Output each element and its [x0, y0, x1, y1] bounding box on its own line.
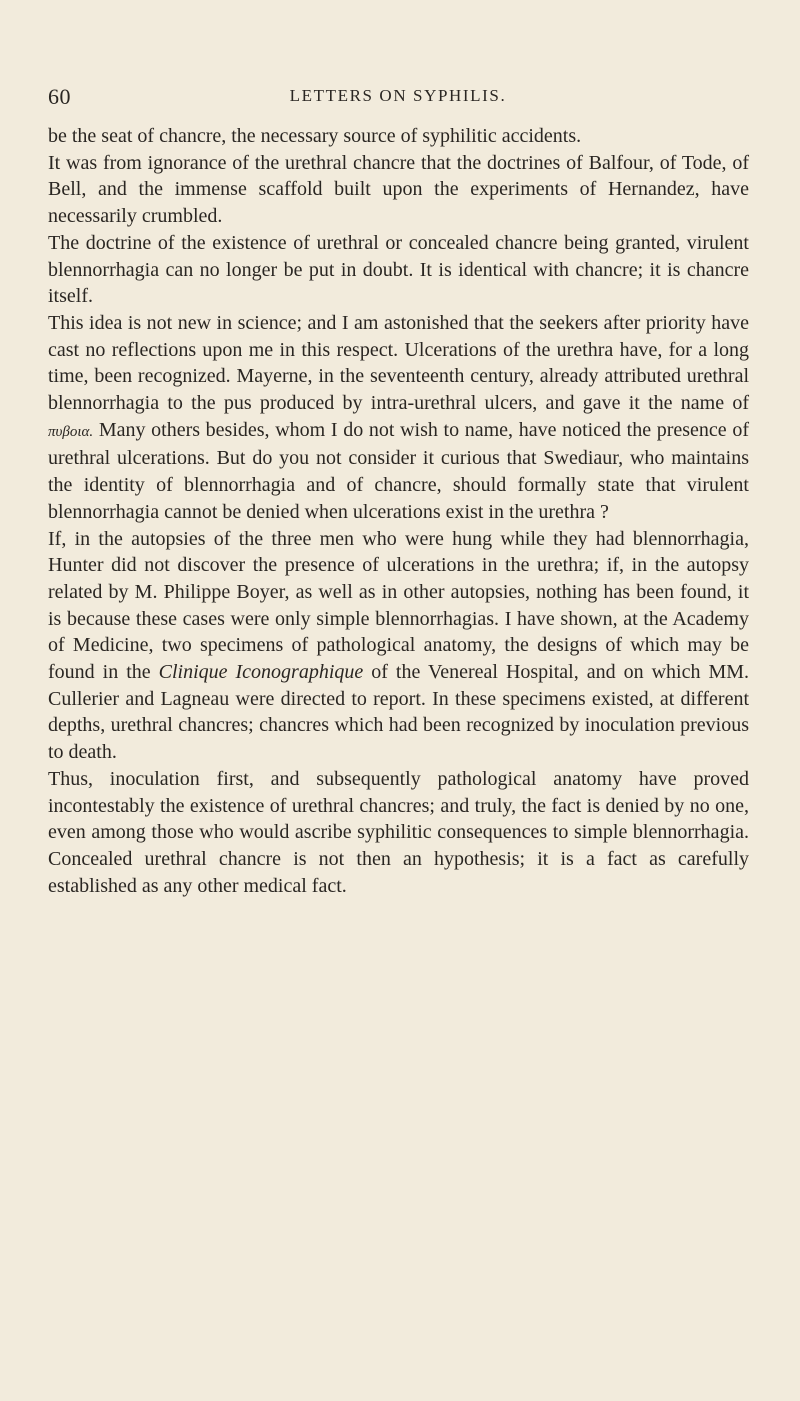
running-title: LETTERS ON SYPHILIS. [289, 86, 507, 105]
body-text [48, 123, 749, 899]
paragraph-5-text-b: of the Venereal Hospital, and on which MM. Cullerier and Lagneau were directed to report. In these specimens existed, at different depths, urethral chancres; chancres which had been recognized by inoculation previous to death. [48, 661, 750, 764]
greek-term: πυβοια. [48, 423, 94, 440]
paragraph-2: It was from ignorance of the urethral chancre that the doctrines of Balfour, of Tode, of Bell, and the immense scaffold built upon the experiments of Hernandez, have necessarily crumbled. [48, 151, 749, 228]
page-header [48, 84, 748, 112]
paragraph-4 [48, 310, 749, 526]
paragraph-4-text-b: Many others besides, whom I do not wish to name, have noticed the presence of urethral ulcerations. But do you not consider it curious that Swediaur, who maintains the identity of blennorrhagia and of chancre, should formally state that virulent blennorrhagia cannot be denied when ulcerations exist in the urethra ? [48, 418, 749, 523]
paragraph-6: Thus, inoculation first, and subsequently pathological anatomy have proved incontestably the existence of urethral chancres; and truly, the fact is denied by no one, even among those who would ascribe syphilitic consequences to simple blennorrhagia. Concealed urethral chancre is not then an hypothesis; it is a fact as carefully established as any other medical fact. [48, 767, 749, 897]
page-number: 60 [48, 84, 71, 109]
book-title-italic: Clinique Iconographique [158, 661, 364, 684]
paragraph-3: The doctrine of the existence of urethral or concealed chancre being granted, virulent blennorrhagia can no longer be put in doubt. It is identical with chancre; it is chancre itself. [48, 231, 749, 308]
paragraph-4-text-a: This idea is not new in science; and I am astonished that the seekers after priority have cast no reflections upon me in this respect. Ulcerations of the urethra have, for a long time, been recognized. Mayerne, in the seventeenth century, already attributed urethral blennorrhagia to the pus produced by intra-urethral ulcers, and gave it the name of [48, 311, 749, 415]
paragraph-1: be the seat of chancre, the necessary source of syphilitic accidents. [48, 125, 582, 147]
paragraph-5-text-a: If, in the autopsies of the three men who were hung while they had blennorrhagia, Hunter did not discover the presence of ulcerations in the urethra; if, in the autopsy related by M. Philippe Boyer, as well as in other autopsies, nothing has been found, it is because these cases were only simple blennorrhagias. I have shown, at the Academy of Medicine, two specimens of pathological anatomy, the designs of which may be found in the [48, 527, 749, 684]
paragraph-5 [48, 526, 749, 766]
